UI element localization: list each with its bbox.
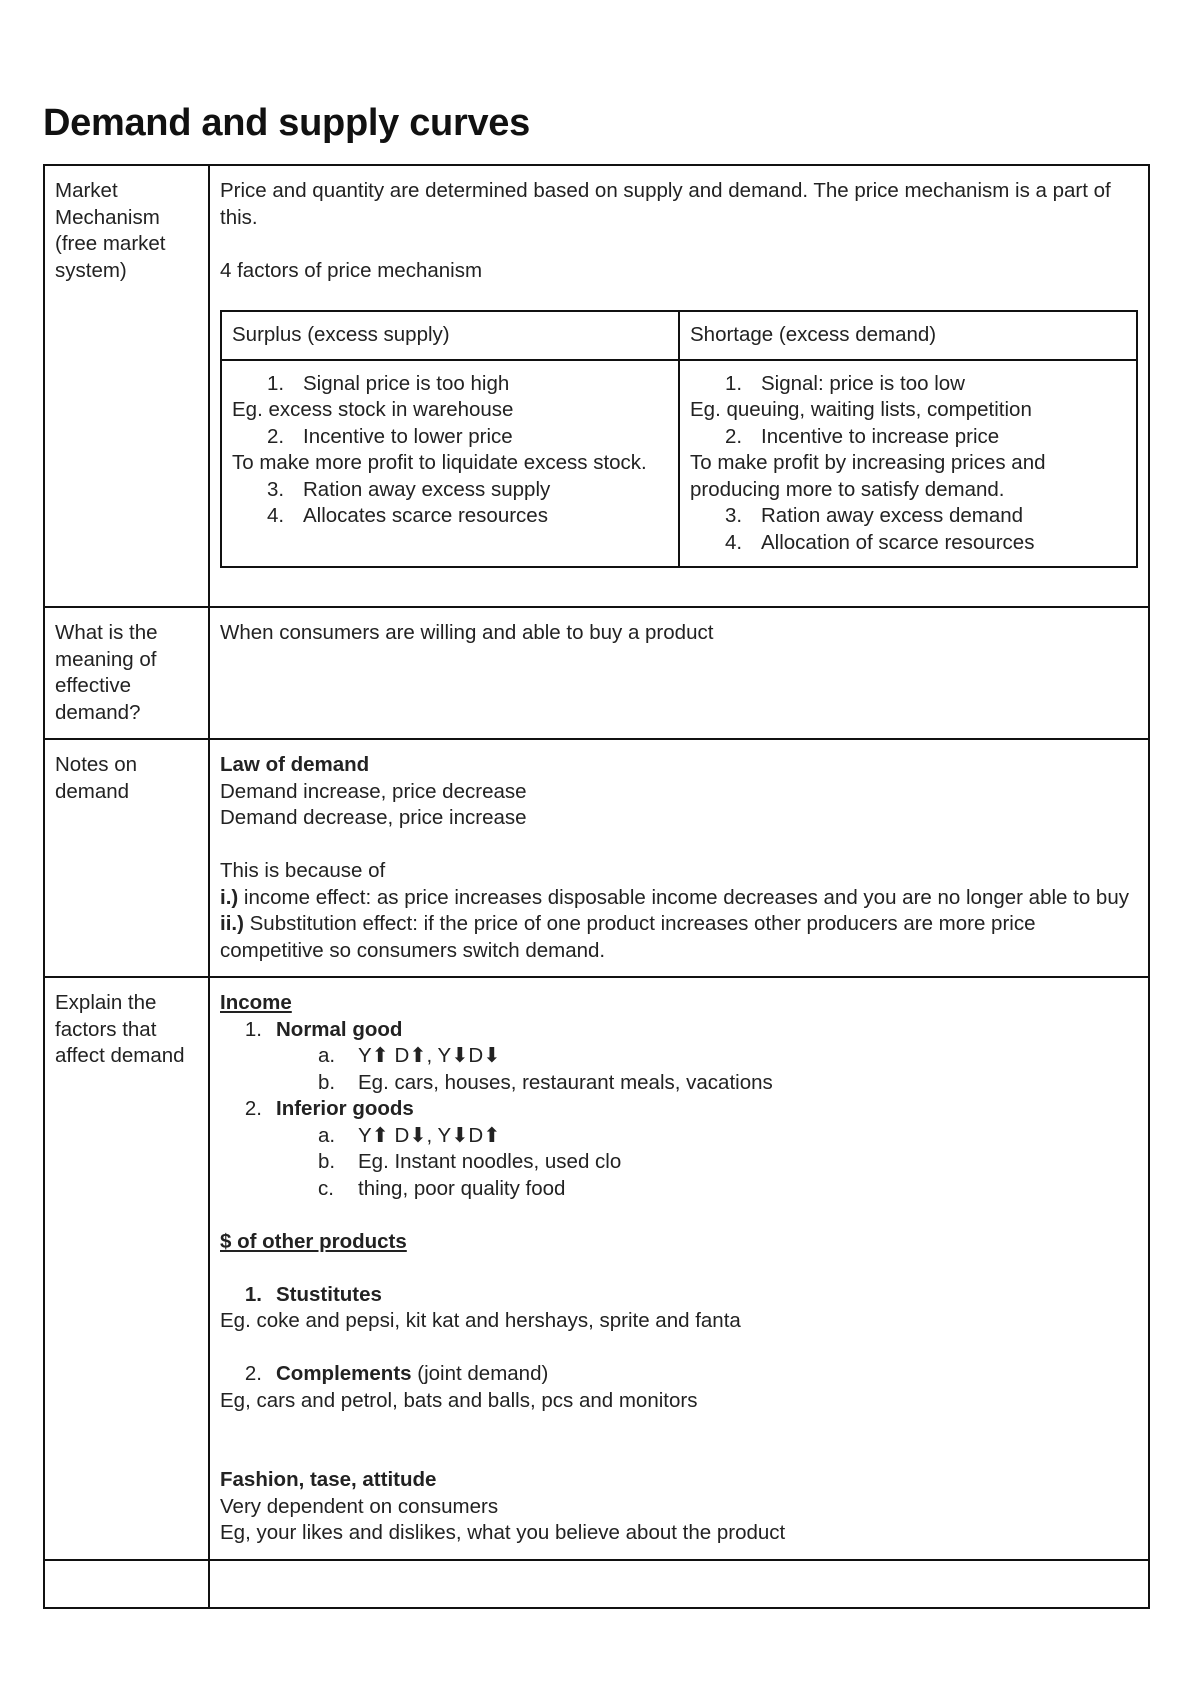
income-effect-text: i.) income effect: as price increases disposable income decreases and you are no longer able to buy xyxy=(220,885,1129,909)
list-item: 3. Ration away excess demand xyxy=(725,504,1024,527)
list-item: 3. Ration away excess supply xyxy=(267,477,551,501)
row-content xyxy=(209,1560,1149,1608)
law-line: Demand increase, price decrease xyxy=(220,779,527,803)
list-item: a. Y⬆ D⬇, Y⬇D⬆ xyxy=(318,1123,501,1147)
list-item: 1. Stustitutes xyxy=(244,1282,382,1306)
notes-table xyxy=(43,164,1150,1609)
list-note: Eg. queuing, waiting lists, competition xyxy=(690,398,1032,421)
intro-text: Price and quantity are determined based on supply and demand. The price mechanism is a part of this. xyxy=(220,179,1111,229)
factors-heading: 4 factors of price mechanism xyxy=(220,258,483,282)
surplus-cell xyxy=(221,360,679,568)
row-label: What is the meaning of effective demand? xyxy=(44,607,209,739)
list-note: To make profit by increasing prices and producing more to satisfy demand. xyxy=(690,451,1046,501)
law-heading: Law of demand xyxy=(220,753,370,776)
table-row xyxy=(44,977,1149,1560)
shortage-header: Shortage (excess demand) xyxy=(679,311,1137,360)
shortage-cell xyxy=(679,360,1137,568)
list-note: To make more profit to liquidate excess stock. xyxy=(232,451,647,474)
list-item: 1. Signal price is too high xyxy=(267,371,510,395)
page-title: Demand and supply curves xyxy=(43,102,530,144)
list-item: 2. Incentive to lower price xyxy=(267,424,513,448)
row-content xyxy=(209,739,1149,977)
complements-example: Eg, cars and petrol, bats and balls, pcs and monitors xyxy=(220,1388,698,1412)
row-label: Market Mechanism (free market system) xyxy=(44,165,209,607)
surplus-shortage-table xyxy=(220,310,1138,568)
law-line: Demand decrease, price increase xyxy=(220,806,527,829)
list-item: c. thing, poor quality food xyxy=(318,1176,566,1200)
substitution-effect-text: ii.) Substitution effect: if the price of one product increases other producers are more price competitive so consumers switch demand. xyxy=(220,912,1036,962)
surplus-header: Surplus (excess supply) xyxy=(221,311,679,360)
list-item: a. Y⬆ D⬆, Y⬇D⬇ xyxy=(318,1044,501,1067)
table-row xyxy=(44,165,1149,607)
fashion-line: Very dependent on consumers xyxy=(220,1494,499,1518)
other-products-heading: $ of other products xyxy=(220,1229,407,1253)
substitutes-example: Eg. coke and pepsi, kit kat and hershays, sprite and fanta xyxy=(220,1309,741,1332)
list-item: 4. Allocates scarce resources xyxy=(267,504,548,527)
row-content xyxy=(209,977,1149,1560)
list-item: 4. Allocation of scarce resources xyxy=(725,530,1035,554)
list-item: 1. Signal: price is too low xyxy=(725,371,965,395)
row-content xyxy=(209,607,1149,739)
table-row xyxy=(44,739,1149,977)
row-label: Explain the factors that affect demand xyxy=(44,977,209,1560)
fashion-line: Eg, your likes and dislikes, what you believe about the product xyxy=(220,1521,786,1544)
row-label xyxy=(44,1560,209,1608)
fashion-heading: Fashion, tase, attitude xyxy=(220,1468,437,1491)
list-note: Eg. excess stock in warehouse xyxy=(232,398,514,421)
table-row xyxy=(44,1560,1149,1608)
row-content xyxy=(209,165,1149,607)
row-label: Notes on demand xyxy=(44,739,209,977)
list-item: b. Eg. Instant noodles, used clo xyxy=(318,1150,622,1173)
list-item: 1. Normal good xyxy=(244,1017,403,1041)
answer-text: When consumers are willing and able to buy a product xyxy=(220,621,714,644)
list-item: 2. Inferior goods xyxy=(244,1097,414,1120)
list-item: 2. Complements (joint demand) xyxy=(244,1362,549,1385)
list-item: b. Eg. cars, houses, restaurant meals, vacations xyxy=(318,1070,773,1094)
list-item: 2. Incentive to increase price xyxy=(725,424,1000,448)
because-text: This is because of xyxy=(220,859,386,882)
income-heading: Income xyxy=(220,991,292,1014)
table-row xyxy=(44,607,1149,739)
